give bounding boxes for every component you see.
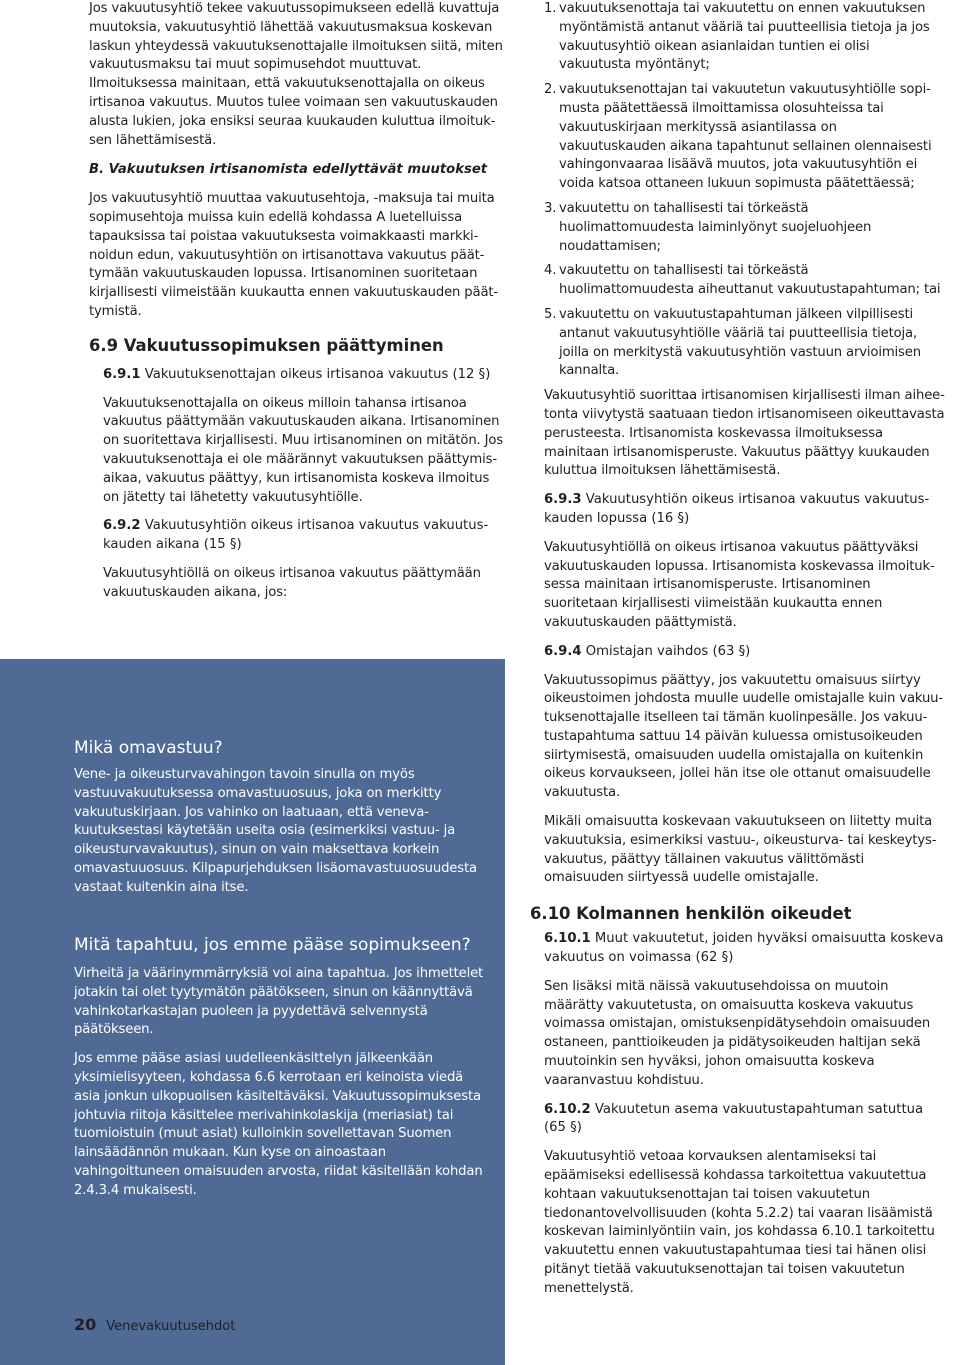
subsection-title: Vakuutusyhtiön oikeus irtisanoa vakuutus vakuutuskauden aikana (15 §) [103, 518, 489, 553]
section-heading-6-10: 6.10 Kolmannen henkilön oikeudet [530, 904, 852, 924]
paragraph: Vakuutusyhtiö vetoaa korvauksen alentamiseksi tai epäämiseksi edellisessä kohdassa tarkoitettua vakuutettua kohtaan vakuutuksenottajan tai toisen vakuutetun tiedonantovelvollisuuden (kohta 5.2.2) tai vaaran lisäämistä koskevan laiminlyöntiin vain, jos kohdassa 6.10.1 tarkoitettu vakuutettu ennen vakuutustapahtumaa tiesi tai hänen olisi pitänyt tietää vakuutuksenottajan tai toisen vakuutetun menettelystä. [544, 1149, 935, 1296]
subsection-number: 6.9.4 [544, 643, 582, 659]
subsection-title: Omistajan vaihdos (63 §) [581, 643, 751, 659]
paragraph: Vakuutuksenottajalla on oikeus milloin tahansa irtisanoa vakuutus päättymään vakuutuskauden aikana. Irtisanominen on suoritettava kirjallisesti. Muu irtisanominen on mitätön. Jos vakuutuksenottaja ei ole määrännyt vakuutuksen päättymisaikaa, vakuutus päättyy, kun irtisanomista koskeva ilmoitus on jätetty tai lähetetty vakuutusyhtiölle. [103, 395, 504, 505]
section-heading-6-9: 6.9 Vakuutussopimuksen päättyminen [89, 335, 444, 355]
subsection-title: Muut vakuutetut, joiden hyväksi omaisuutta koskeva vakuutus on voimassa (62 §) [544, 931, 944, 966]
list-text: vakuutettu on tahallisesti tai törkeästä huolimattomuudesta laiminlyönyt suojeluohjeen noudattamisen; [559, 200, 872, 254]
info-box-text: Virheitä ja väärinymmärryksiä voi aina tapahtua. Jos ihmettelet jotakin tai olet tyytymätön päätökseen, sinun on käännyttävä vahinkotarkastajan puoleen ja pyydettävä selvennystä päätökseen. [74, 966, 484, 1038]
subsection-heading-b: B. Vakuutuksen irtisanomista edellyttävät muutokset [89, 162, 488, 178]
info-box-text: Jos emme pääse asiasi uudelleenkäsittelyn jälkeenkään yksimielisyyteen, kohdassa 6.6 kerrotaan eri keinoista viedä asia jonkun ulkopuolisen käsiteltäväksi. Vakuutussopimuksesta johtuvia riitoja käsittelee merivahinkolaskija (meriasiat) tai tuomioistuin (muut asiat) kulloinkin sovellettavan Suomen lainsäädännön mukaan. Kun kyse on ainoastaan vahingoittuneen omaisuuden arvosta, riidat käsitellään kohdan 2.4.3.4 mukaisesti. [74, 1051, 483, 1198]
document-title: Venevakuutusehdot [106, 1319, 236, 1334]
page-footer [74, 1315, 235, 1335]
list-item [544, 262, 945, 300]
subsection-number: 6.9.1 [103, 366, 141, 382]
paragraph: Jos vakuutusyhtiö muuttaa vakuutusehtoja, -maksuja tai muita sopimusehtoja muissa kuin edellä kohdassa A luetelluissa tapauksissa tai poistaa vakuutuksesta voimakkaasti markkinoidun edun, vakuutusyhtiön on irtisanottava vakuutus päättymään vakuutuskauden lopussa. Irtisanominen suoritetaan kirjallisesti viimeistään kuukautta ennen vakuutuskauden päättymistä. [89, 191, 499, 319]
paragraph: Vakuutusyhtiö suorittaa irtisanomisen kirjallisesti ilman aiheetonta viivytystä saatuaan tiedon irtisanomiseen oikeuttavasta perusteesta. Irtisanomista koskevassa ilmoituksessa mainitaan irtisanomisperuste. Vakuutus päättyy kuukauden kuluttua ilmoituksen lähettämisestä. [544, 388, 945, 479]
subsection-heading-6-9-3 [544, 491, 945, 529]
paragraph: Vakuutussopimus päättyy, jos vakuutettu omaisuus siirtyy oikeustoimen johdosta muulle uudelle omistajalle kuin vakuutuksenottajalle itselleen tai tämän kuolinpesälle. Jos vakuutustapahtuma sattuu 14 päivän kuluessa omistusoikeuden siirtymisestä, omaisuuden uudella omistajalla on kuitenkin oikeus korvaukseen, jollei hän itse ole ottanut omaisuudelle vakuutusta. [544, 672, 944, 801]
list-text: vakuutuksenottaja tai vakuutettu on ennen vakuutuksen myöntämistä antanut vääriä tai puutteellisia tietoja ja jos vakuutusyhtiö oikean asianlaidan tuntien ei olisi vakuutusta myöntänyt; [559, 1, 930, 73]
list-item [544, 81, 945, 194]
subsection-title: Vakuutusyhtiön oikeus irtisanoa vakuutus vakuutuskauden lopussa (16 §) [544, 492, 930, 526]
info-box-dispute [74, 933, 484, 1201]
list-number: 1. [544, 1, 557, 16]
subsection-heading-6-10-2 [544, 1101, 945, 1139]
list-item [544, 200, 945, 256]
subsection-heading-6-9-4 [544, 643, 945, 662]
paragraph: Vakuutusyhtiöllä on oikeus irtisanoa vakuutus päättyväksi vakuutuskauden lopussa. Irtisanomista koskevassa ilmoituksessa mainitaan irtisanomisperuste. Irtisanominen suoritetaan kirjallisesti viimeistään kuukautta ennen vakuutuskauden päättymistä. [544, 539, 935, 630]
paragraph: Mikäli omaisuutta koskevaan vakuutukseen on liitetty muita vakuutuksia, esimerkiksi vastuu-, oikeusturva- tai keskeytysvakuutus, päättyy tällainen vakuutus välittömästi omaisuuden siirtyessä uudelle omistajalle. [544, 814, 937, 886]
left-column [89, 0, 507, 603]
paragraph: Sen lisäksi mitä näissä vakuutusehdoissa on muutoin määrätty vakuutetusta, on omaisuutta koskeva vakuutus voimassa omistajan, omistuksenpidätysehdoin omaisuuden ostaneen, panttioikeuden ja pidätysoikeuden haltijan sekä muutoinkin sen hyväksi, johon omaisuutta koskeva vaaranvastuu kohdistuu. [544, 978, 931, 1088]
info-box-omavastuu [74, 736, 484, 898]
list-number: 4. [544, 263, 557, 279]
list-item [544, 306, 945, 381]
subsection-number: 6.10.2 [544, 1101, 591, 1117]
info-box-heading: Mitä tapahtuu, jos emme pääse sopimukseen? [74, 935, 471, 955]
subsection-number: 6.9.2 [103, 518, 141, 534]
subsection-title: Vakuutuksenottajan oikeus irtisanoa vakuutus (12 §) [140, 366, 491, 382]
info-box-text: Vene- ja oikeusturvavahingon tavoin sinulla on myös vastuuvakuutuksessa omavastuuosuus, joka on merkitty vakuutuskirjaan. Jos vahinko on laatuaan, että venevakuutuksestasi käytetään useita osia (esimerkiksi vastuu- ja oikeusturvavakuutus), sinun on vain maksettava korkein omavastuuosuus. Kilpapurjehduksen lisäomavastuuosuudesta vastaat kuitenkin aina itse. [74, 767, 477, 895]
subsection-number: 6.9.3 [544, 492, 582, 508]
termination-grounds-list [544, 0, 945, 381]
list-number: 5. [544, 306, 557, 322]
info-box [0, 659, 505, 1365]
paragraph: Vakuutusyhtiöllä on oikeus irtisanoa vakuutus päättymään vakuutuskauden aikana, jos: [103, 565, 481, 600]
subsection-title: Vakuutetun asema vakuutustapahtuman satuttua (65 §) [544, 1101, 924, 1136]
subsection-number: 6.10.1 [544, 931, 591, 947]
list-number: 2. [544, 82, 557, 98]
page-number: 20 [74, 1315, 97, 1334]
subsection-heading-6-9-1 [103, 366, 507, 385]
paragraph: Jos vakuutusyhtiö tekee vakuutussopimukseen edellä kuvattuja muutoksia, vakuutusyhtiö lähettää vakuutusmaksua koskevan laskun yhteydessä vakuutuksenottajalle ilmoituksen siitä, miten vakuutusmaksu tai muut sopimusehdot muuttuvat. Ilmoituksessa mainitaan, että vakuutuksenottajalla on oikeus irtisanoa vakuutus. Muutos tulee voimaan sen vakuutuskauden alusta lukien, joka ensiksi seuraa kuukauden kuluttua ilmoituksen lähettämisestä. [89, 1, 503, 148]
list-item [544, 0, 945, 75]
info-box-heading: Mikä omavastuu? [74, 738, 223, 758]
right-column [530, 0, 945, 1299]
list-text: vakuutettu on vakuutustapahtuman jälkeen vilpillisesti antanut vakuutusyhtiölle vääriä tai puutteellisia tietoja, joilla on merkitystä vakuutusyhtiön vastuun arvioimisen kannalta. [559, 306, 921, 379]
list-number: 3. [544, 200, 557, 216]
subsection-heading-6-10-1 [544, 930, 945, 968]
list-text: vakuutettu on tahallisesti tai törkeästä huolimattomuudesta aiheuttanut vakuutustapahtuman; tai [559, 263, 941, 298]
subsection-heading-6-9-2 [103, 517, 507, 555]
list-text: vakuutuksenottajan tai vakuutetun vakuutusyhtiölle sopimusta päätettäessä ilmoittamissa olosuhteissa tai vakuutuskirjaan merkityssä asiantilassa on vakuutuskauden aikana tapahtunut sellainen olennaisesti vahingonvaaraa lisäävä muutos, jota vakuutusyhtiön ei voida katsoa ottaneen lukuun sopimusta päätettäessä; [559, 82, 932, 192]
